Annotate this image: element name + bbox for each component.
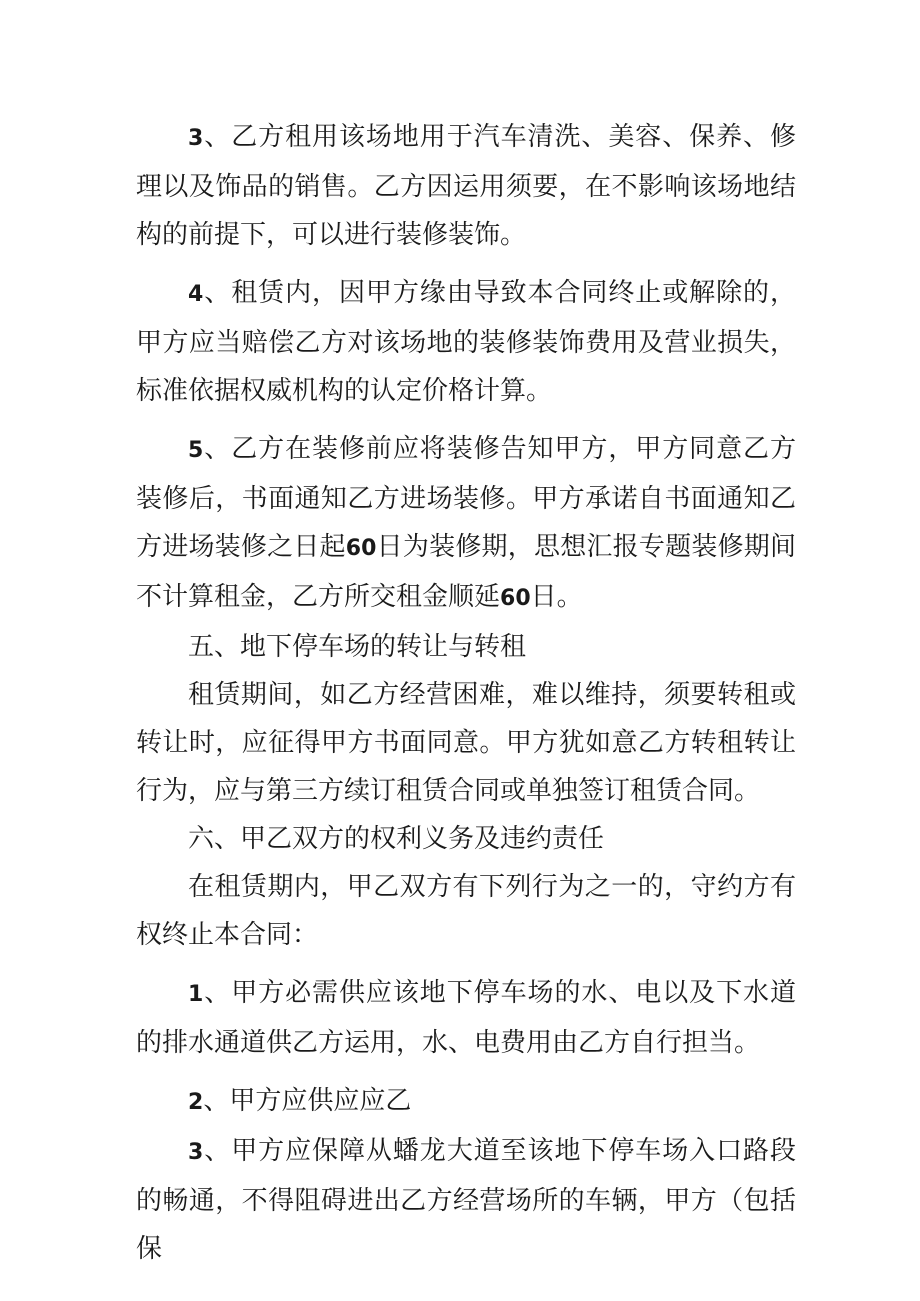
paragraph-text: 、甲方必需供应该地下停车场的水、电以及下水道的排水通道供乙方运用，水、电费用由乙方自行担当。 <box>136 978 796 1058</box>
renovation-days: 60 <box>345 536 377 561</box>
clause-number: 5 <box>188 438 204 463</box>
clause-number: 2 <box>188 1090 204 1115</box>
paragraph-text: 、乙方租用该场地用于汽车清洗、美容、保养、修理以及饰品的销售。乙方因运用须要，在不影响该场地结构的前提下，可以进行装修装饰。 <box>136 122 796 250</box>
paragraph-transfer-terms: 租赁期间，如乙方经营困难，难以维持，须要转租或转让时，应征得甲方书面同意。甲方犹如意乙方转租转让行为，应与第三方续订租赁合同或单独签订租赁合同。 <box>136 680 796 806</box>
clause-number: 1 <box>188 982 204 1007</box>
paragraph-text: 、租赁内，因甲方缘由导致本合同终止或解除的，甲方应当赔偿乙方对该场地的装修装饰费用及营业损失，标准依据权威机构的认定价格计算。 <box>136 278 796 406</box>
paragraph-text: 、甲方应保障从蟠龙大道至该地下停车场入口路段的畅通，不得阻碍进出乙方经营场所的车辆，甲方（包括保 <box>136 1136 796 1264</box>
section-heading-rights-obligations: 六、甲乙双方的权利义务及违约责任 <box>188 824 605 854</box>
clause-number: 3 <box>188 1140 204 1165</box>
section-heading-transfer: 五、地下停车场的转让与转租 <box>188 632 527 662</box>
paragraph-text: 、甲方应供应应乙 <box>203 1086 412 1116</box>
clause-number: 4 <box>188 282 204 307</box>
clause-number: 3 <box>188 126 204 151</box>
paragraph-text: 、乙方在装修前应将装修告知甲方，甲方同意乙方装修后，书面通知乙方进场装修。甲方承诺自书面通知乙方进场装修之日起 <box>136 434 796 562</box>
paragraph-clause-3-usage <box>136 113 796 259</box>
paragraph-text: 日为装修期，思想汇报专题装修期间不计算租金，乙方所交租金顺延 <box>136 532 796 612</box>
document-body <box>136 113 796 1273</box>
paragraph-termination-conditions: 在租赁期内，甲乙双方有下列行为之一的，守约方有权终止本合同： <box>136 872 796 950</box>
paragraph-text: 日。 <box>530 582 583 612</box>
paragraph-clause-5-renovation <box>136 425 796 623</box>
paragraph-clause-4-compensation <box>136 269 796 415</box>
paragraph-obligation-1-utilities <box>136 969 796 1067</box>
rent-deferral-days: 60 <box>500 586 531 611</box>
paragraph-obligation-3-access <box>136 1127 796 1273</box>
paragraph-obligation-2 <box>136 1077 796 1127</box>
